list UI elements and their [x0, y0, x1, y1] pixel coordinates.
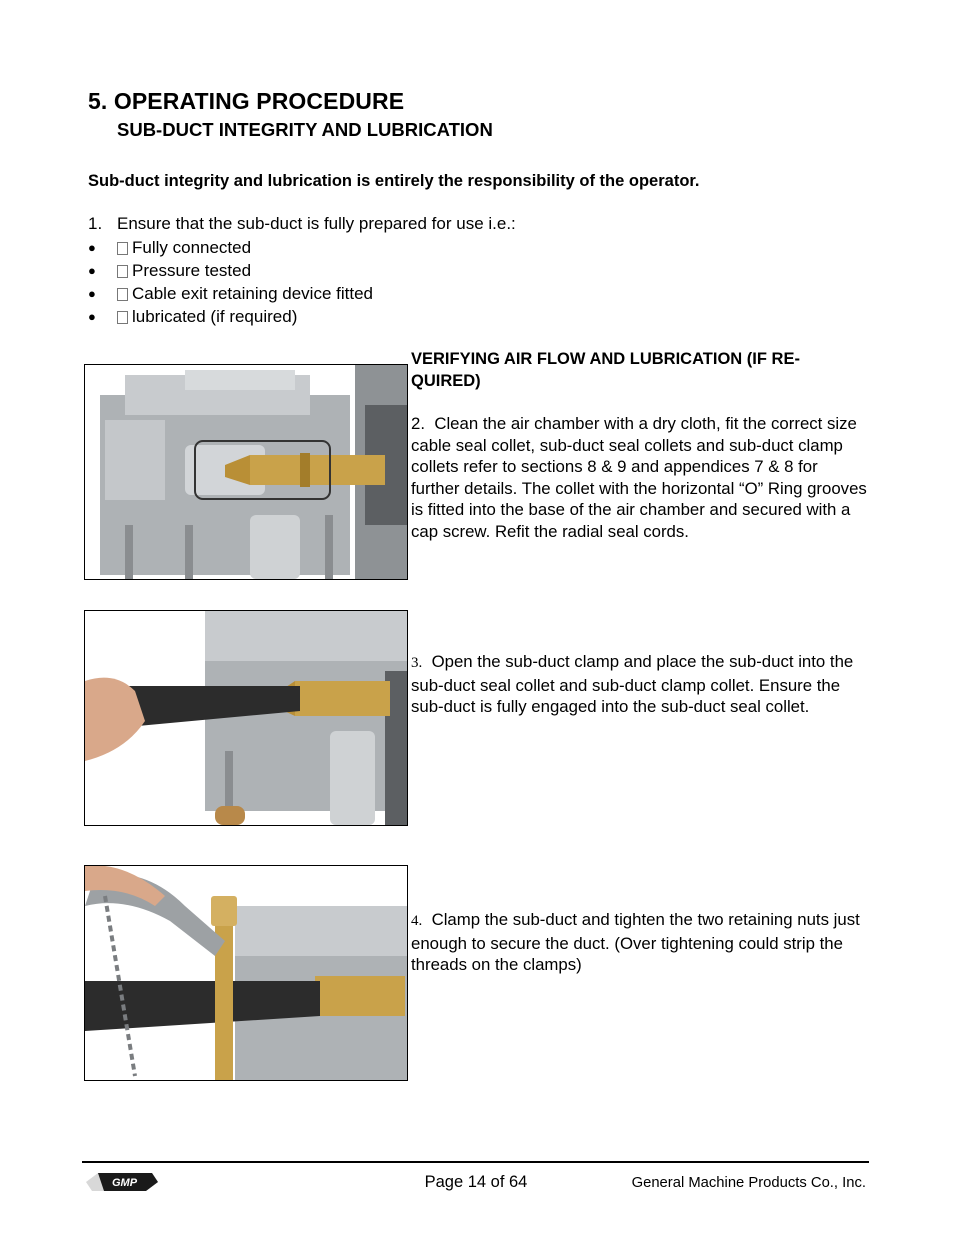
- bullet-icon: ●: [88, 309, 96, 324]
- air-chamber-photo: [84, 364, 408, 580]
- footer-rule: [82, 1161, 869, 1163]
- checklist-item-label: Fully connected: [132, 238, 252, 257]
- bullet-icon: ●: [88, 263, 96, 278]
- section-subtitle: SUB-DUCT INTEGRITY AND LUBRICATION: [117, 119, 493, 140]
- page-number-text: Page 14 of 64: [424, 1173, 528, 1191]
- step-3-number: 3.: [411, 655, 423, 671]
- step-2-number: 2.: [411, 414, 425, 433]
- checklist-item-label: lubricated (if required): [132, 307, 298, 326]
- clamp-tighten-photo: [84, 865, 408, 1081]
- step-4-text: Clamp the sub-duct and tighten the two retaining nuts just enough to secure the duct. (Over tightening could strip the threads on the clamps): [411, 910, 860, 974]
- step-4-number: 4.: [411, 913, 423, 929]
- step-1-text: Ensure that the sub-duct is fully prepared for use i.e.:: [117, 214, 516, 233]
- bullet-icon: ●: [88, 286, 96, 301]
- verify-section: [411, 349, 869, 542]
- step-3: [411, 651, 869, 718]
- checkbox-icon: [117, 311, 128, 324]
- checklist-item-label: Pressure tested: [132, 261, 252, 280]
- step-1: [88, 214, 516, 234]
- verify-heading: VERIFYING AIR FLOW AND LUBRICATION (IF RE-QUIRED): [411, 350, 800, 390]
- step-3-text: Open the sub-duct clamp and place the sub-duct into the sub-duct seal collet and sub-duct clamp collet. Ensure the sub-duct is fully engaged into the sub-duct seal collet.: [411, 652, 854, 716]
- checkbox-icon: [117, 265, 128, 278]
- company-name: General Machine Products Co., Inc.: [631, 1175, 866, 1191]
- section-title: 5. OPERATING PROCEDURE: [88, 88, 405, 114]
- bullet-icon: ●: [88, 240, 96, 255]
- intro-statement: Sub-duct integrity and lubrication is entirely the responsibility of the operator.: [88, 172, 700, 190]
- step-2: [411, 413, 869, 542]
- subduct-insert-photo: [84, 610, 408, 826]
- checklist-item-label: Cable exit retaining device fitted: [132, 284, 373, 303]
- logo-text: GMP: [112, 1177, 138, 1189]
- checkbox-icon: [117, 288, 128, 301]
- checkbox-icon: [117, 242, 128, 255]
- step-4: [411, 909, 869, 976]
- step-1-number: 1.: [88, 214, 103, 233]
- step-2-text: Clean the air chamber with a dry cloth, fit the correct size cable seal collet, sub-duct seal collets and sub-duct clamp collets refer to sections 8 & 9 and appendices 7 & 8 for further details. The collet with the horizontal “O” Ring grooves is fitted into the base of the air chamber and secured with a cap screw. Refit the radial seal cords.: [411, 414, 867, 541]
